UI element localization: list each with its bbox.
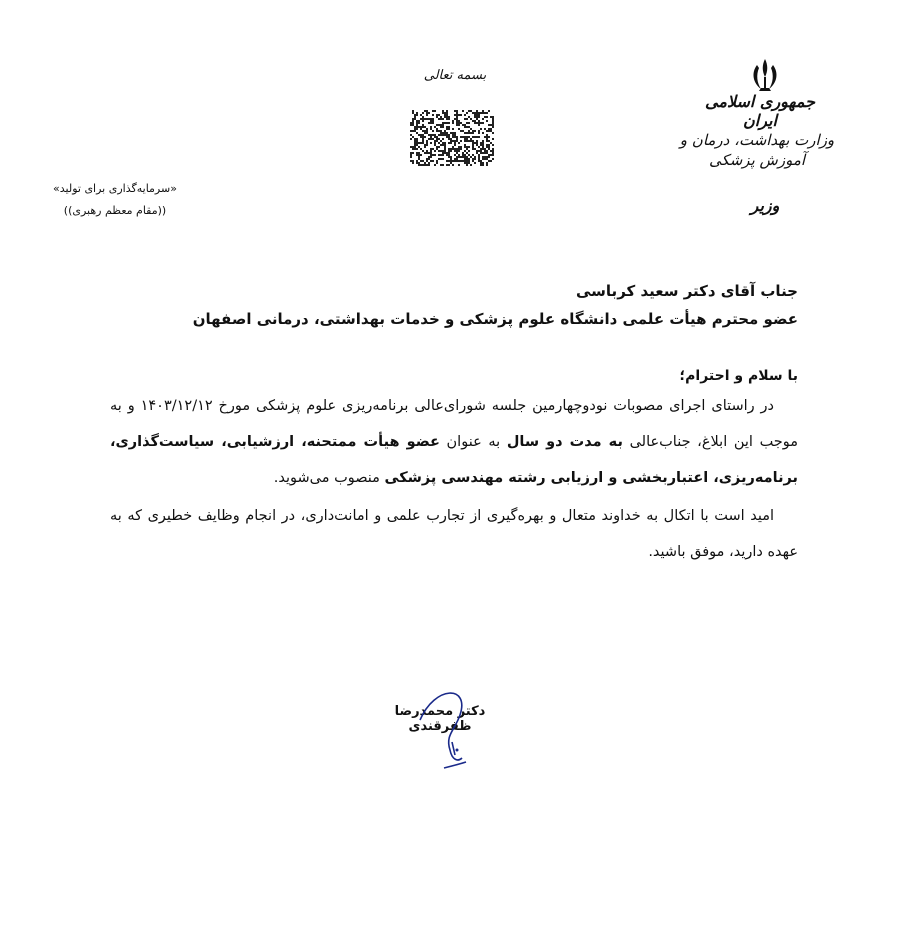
p1-text-e: منصوب می‌شوید. — [273, 470, 380, 486]
p1-text-c: به عنوان — [446, 434, 501, 450]
body-paragraph-1 — [110, 388, 798, 496]
qr-code-icon — [410, 110, 494, 166]
addressee-name: جناب آقای دکتر سعید کرباسی — [576, 282, 798, 300]
p1-text-a: در راستای اجرای مصوبات نودوچهارمین جلسه شورای‌عالی برنامه‌ریزی علوم پزشکی مورخ ۱۴۰۳/۱۲/۱۲ و به موجب این ابلاغ، جناب‌عالی — [110, 398, 799, 450]
invocation: بسمه تعالی — [423, 68, 487, 83]
addressee-block — [98, 277, 798, 333]
handwritten-signature-icon — [400, 680, 500, 775]
p1-role: عضو هیأت ممتحنه، ارزشیابی، سیاست‌گذاری، برنامه‌ریزی، اعتباربخشی و ارزیابی رشته مهندسی پزشکی — [110, 434, 798, 486]
p1-duration: به مدت دو سال — [506, 434, 623, 450]
motto — [30, 178, 200, 222]
addressee-title: عضو محترم هیأت علمی دانشگاه علوم پزشکی و خدمات بهداشتی، درمانی اصفهان — [192, 310, 798, 328]
signatory-name: دکتر محمدرضا ظفرقندی — [394, 704, 486, 734]
motto-line-2: ((مقام معظم رهبری)) — [63, 204, 167, 217]
iran-emblem-icon — [745, 55, 785, 95]
motto-line-1: «سرمایه‌گذاری برای تولید» — [53, 182, 177, 195]
body-paragraph-2: امید است با اتکال به خداوند متعال و بهره‌گیری از تجارب علمی و امانت‌داری، در انجام وظایف خطیری که به عهده دارید، موفق باشید. — [110, 508, 798, 560]
ministry-name: وزارت بهداشت، درمان و آموزش پزشکی — [679, 131, 835, 169]
salutation: با سلام و احترام؛ — [679, 368, 798, 384]
country-name: جمهوری اسلامی ایران — [705, 92, 815, 130]
office-title: وزیر — [750, 196, 780, 215]
